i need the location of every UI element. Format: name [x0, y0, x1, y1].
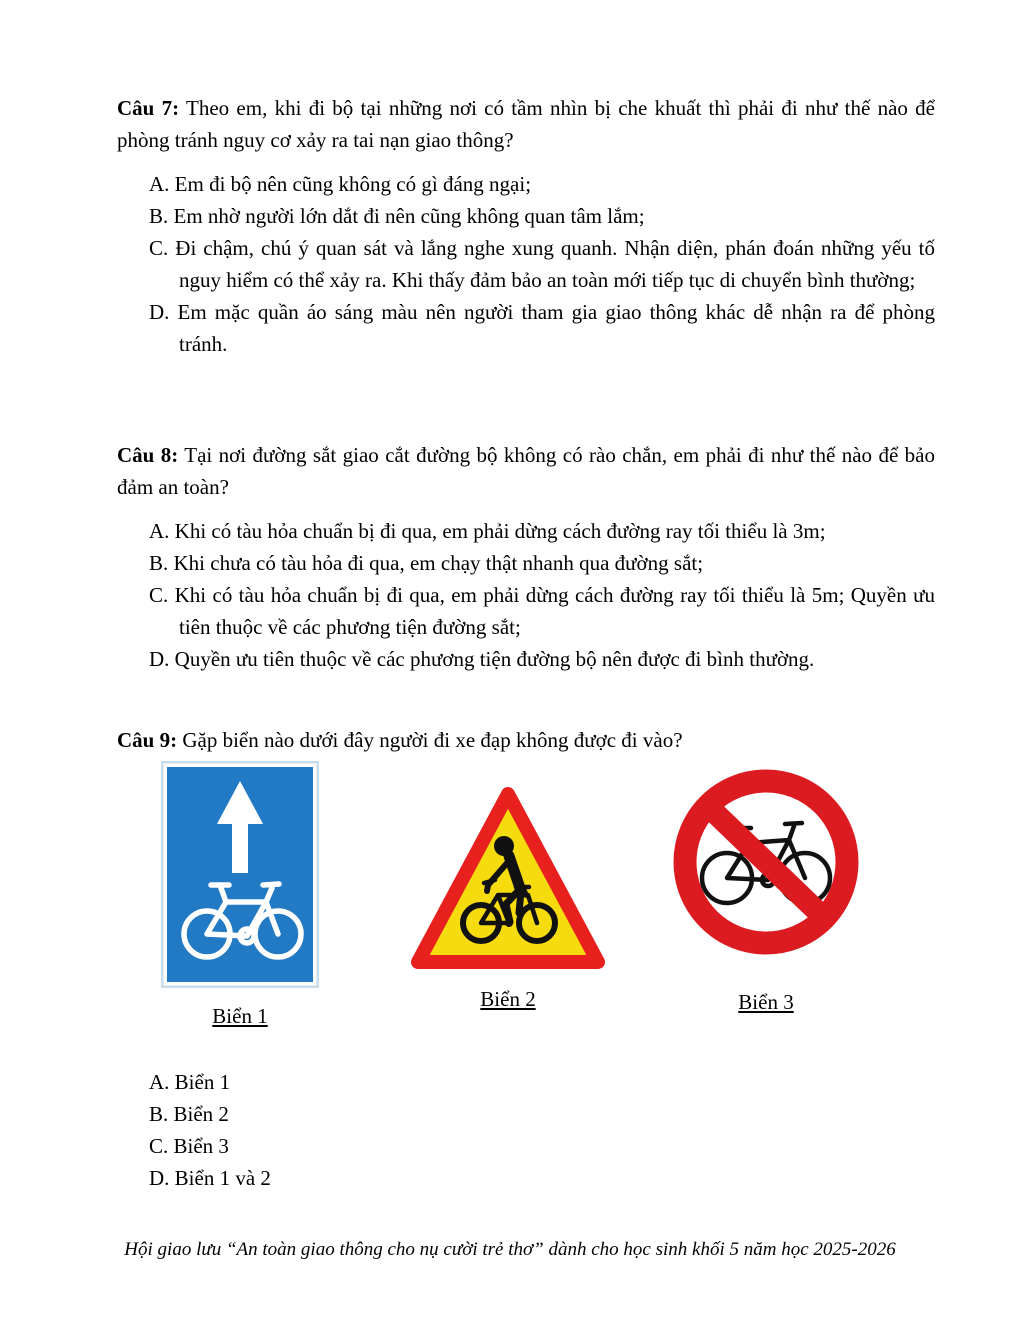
q8-option-c-letter: C.: [149, 583, 169, 607]
question-8-label: Câu 8:: [117, 443, 179, 467]
question-7-options: [117, 168, 935, 360]
question-9: [117, 724, 935, 756]
q9-option-d-text: Biển 1 và 2: [174, 1166, 271, 1190]
q9-option-b-text: Biển 2: [173, 1102, 229, 1126]
q7-option-c-text: Đi chậm, chú ý quan sát và lắng nghe xung quanh. Nhận diện, phán đoán những yếu tố nguy hiểm có thể xảy ra. Khi thấy đảm bảo an toàn mới tiếp tục di chuyển bình thường;: [175, 236, 936, 292]
sign-1-caption: Biển 1: [212, 1004, 268, 1028]
q9-option-b-letter: B.: [149, 1102, 169, 1126]
question-7-label: Câu 7:: [117, 96, 180, 120]
q9-option-a-letter: A.: [149, 1070, 170, 1094]
q9-option-c-letter: C.: [149, 1134, 169, 1158]
question-8-options: [117, 515, 935, 675]
bicycle-warning-sign-image: [408, 783, 608, 975]
q7-option-d-letter: D.: [149, 300, 170, 324]
q7-option-a-letter: A.: [149, 172, 170, 196]
q8-option-c-text: Khi có tàu hỏa chuẩn bị đi qua, em phải dừng cách đường ray tối thiểu là 5m; Quyền ưu tiên thuộc về các phương tiện đường sắt;: [174, 583, 935, 639]
q8-option-b: [117, 547, 935, 579]
q9-option-d-letter: D.: [149, 1166, 170, 1190]
q8-option-b-letter: B.: [149, 551, 169, 575]
question-8-body: Tại nơi đường sắt giao cắt đường bộ không có rào chắn, em phải đi như thế nào để bảo đảm an toàn?: [117, 443, 935, 499]
q7-option-b: [117, 200, 935, 232]
q9-option-a-text: Biển 1: [174, 1070, 231, 1094]
no-bicycles-sign-image: [672, 768, 860, 956]
page-footer: Hội giao lưu “An toàn giao thông cho nụ cười trẻ thơ” dành cho học sinh khối 5 năm học 2025-2026: [124, 1239, 896, 1260]
q7-option-c: [117, 232, 935, 296]
q8-option-a-letter: A.: [149, 519, 170, 543]
q7-option-a: [117, 168, 935, 200]
question-8-text: [117, 439, 935, 503]
q8-option-a: [117, 515, 935, 547]
q8-option-d-text: Quyền ưu tiên thuộc về các phương tiện đường bộ nên được đi bình thường.: [174, 647, 815, 671]
traffic-sign-figures: [0, 755, 1020, 1055]
sign-3: [672, 768, 860, 1018]
sign-2: [408, 783, 608, 1015]
q8-option-c: [117, 579, 935, 643]
question-8: [117, 439, 935, 675]
q9-option-c: [117, 1130, 935, 1162]
question-9-options: [117, 1066, 935, 1194]
question-9-text: [117, 724, 935, 756]
q9-option-a: [117, 1066, 935, 1098]
q8-option-b-text: Khi chưa có tàu hỏa đi qua, em chạy thật nhanh qua đường sắt;: [173, 551, 704, 575]
q8-option-d-letter: D.: [149, 647, 170, 671]
q8-option-d: [117, 643, 935, 675]
q7-option-c-letter: C.: [149, 236, 169, 260]
sign-1: [161, 761, 319, 1032]
question-9-label: Câu 9:: [117, 728, 178, 752]
question-9-body: Gặp biển nào dưới đây người đi xe đạp không được đi vào?: [182, 728, 683, 752]
q7-option-a-text: Em đi bộ nên cũng không có gì đáng ngại;: [174, 172, 532, 196]
question-7-text: [117, 92, 935, 156]
question-7-body: Theo em, khi đi bộ tại những nơi có tầm nhìn bị che khuất thì phải đi như thế nào để phòng tránh nguy cơ xảy ra tai nạn giao thông?: [117, 96, 935, 152]
sign-2-caption: Biển 2: [480, 987, 536, 1011]
bike-lane-sign-image: [161, 761, 319, 988]
q7-option-b-letter: B.: [149, 204, 169, 228]
q9-option-c-text: Biển 3: [173, 1134, 229, 1158]
question-7: [117, 92, 935, 360]
q7-option-d: [117, 296, 935, 360]
q9-option-d: [117, 1162, 935, 1194]
q8-option-a-text: Khi có tàu hỏa chuẩn bị đi qua, em phải dừng cách đường ray tối thiểu là 3m;: [174, 519, 826, 543]
q7-option-d-text: Em mặc quần áo sáng màu nên người tham gia giao thông khác dễ nhận ra để phòng tránh.: [177, 300, 935, 356]
q7-option-b-text: Em nhờ người lớn dắt đi nên cũng không quan tâm lắm;: [173, 204, 645, 228]
sign-3-caption: Biển 3: [738, 990, 794, 1014]
q9-option-b: [117, 1098, 935, 1130]
